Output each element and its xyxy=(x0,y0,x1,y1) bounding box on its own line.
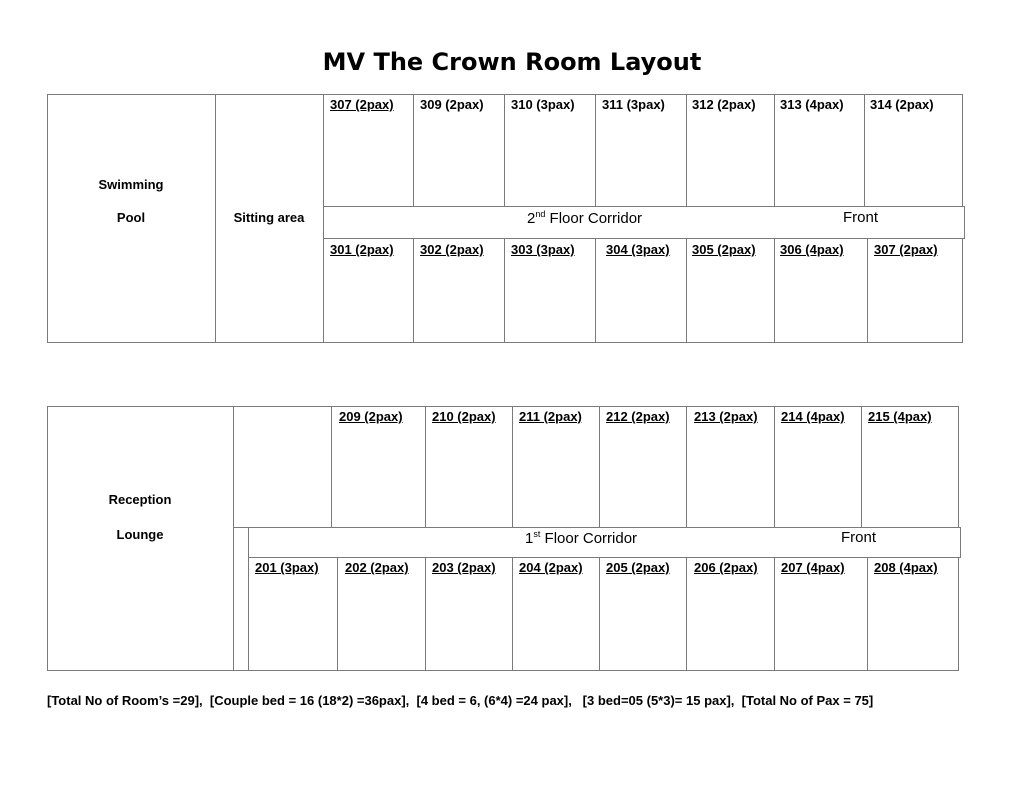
room-label: 311 (3pax) xyxy=(602,97,665,112)
room-label: 310 (3pax) xyxy=(511,97,575,112)
room-label: 313 (4pax) xyxy=(780,97,844,112)
room-summary: [Total No of Room’s =29], [Couple bed = 16 (18*2) =36pax], [4 bed = 6, (6*4) =24 pax], [3 bed=05 (5*3)= 15 pax], [Total No of Pax = 75] xyxy=(47,693,874,708)
room-label: 302 (2pax) xyxy=(420,242,484,257)
divider xyxy=(504,94,505,206)
room-label: 213 (2pax) xyxy=(694,409,758,424)
swimming-pool-label: Swimming xyxy=(98,177,164,192)
room-label: 307 (2pax) xyxy=(330,97,394,112)
divider xyxy=(233,406,234,671)
room-label: 208 (4pax) xyxy=(874,560,938,575)
room-label: 211 (2pax) xyxy=(519,409,582,424)
room-label: 201 (3pax) xyxy=(255,560,319,575)
divider xyxy=(595,94,596,206)
divider xyxy=(686,558,687,671)
room-label: 215 (4pax) xyxy=(868,409,932,424)
room-label: 207 (4pax) xyxy=(781,560,845,575)
divider xyxy=(774,406,775,527)
room-label: 309 (2pax) xyxy=(420,97,484,112)
divider xyxy=(331,406,332,527)
reception-lounge-label: Reception xyxy=(108,492,172,507)
sitting-area-label: Sitting area xyxy=(233,210,305,225)
room-label: 304 (3pax) xyxy=(606,242,670,257)
divider xyxy=(595,239,596,343)
floor-1-corridor-label: 1st Floor Corridor xyxy=(525,529,638,547)
room-label: 204 (2pax) xyxy=(519,560,583,575)
room-label: 305 (2pax) xyxy=(692,242,756,257)
page-title: MV The Crown Room Layout xyxy=(322,48,702,76)
room-label: 203 (2pax) xyxy=(432,560,496,575)
room-label: 314 (2pax) xyxy=(870,97,934,112)
divider xyxy=(413,239,414,343)
room-label: 209 (2pax) xyxy=(339,409,403,424)
divider xyxy=(774,239,775,343)
swimming-pool-label: Pool xyxy=(116,210,146,225)
room-label: 307 (2pax) xyxy=(874,242,938,257)
divider xyxy=(774,94,775,206)
divider xyxy=(233,527,248,528)
room-label: 303 (3pax) xyxy=(511,242,575,257)
divider xyxy=(337,558,338,671)
divider xyxy=(867,558,868,671)
floor-2-corridor-label: 2nd Floor Corridor xyxy=(527,209,643,227)
room-label: 306 (4pax) xyxy=(780,242,844,257)
room-label: 205 (2pax) xyxy=(606,560,670,575)
room-label: 312 (2pax) xyxy=(692,97,756,112)
divider xyxy=(599,558,600,671)
divider xyxy=(864,94,865,206)
room-label: 210 (2pax) xyxy=(432,409,496,424)
floor-1-front-label: Front xyxy=(841,529,877,546)
divider xyxy=(512,558,513,671)
divider xyxy=(512,406,513,527)
reception-lounge-label: Lounge xyxy=(116,527,164,542)
divider xyxy=(599,406,600,527)
divider xyxy=(774,558,775,671)
divider xyxy=(686,94,687,206)
floor-2-front-label: Front xyxy=(843,209,879,226)
divider xyxy=(686,406,687,527)
divider xyxy=(861,406,862,527)
divider xyxy=(504,239,505,343)
room-label: 212 (2pax) xyxy=(606,409,670,424)
room-label: 214 (4pax) xyxy=(781,409,845,424)
room-label: 202 (2pax) xyxy=(345,560,409,575)
divider xyxy=(867,239,868,343)
divider xyxy=(425,406,426,527)
room-label: 301 (2pax) xyxy=(330,242,394,257)
divider xyxy=(686,239,687,343)
divider xyxy=(413,94,414,206)
divider xyxy=(425,558,426,671)
room-label: 206 (2pax) xyxy=(694,560,758,575)
